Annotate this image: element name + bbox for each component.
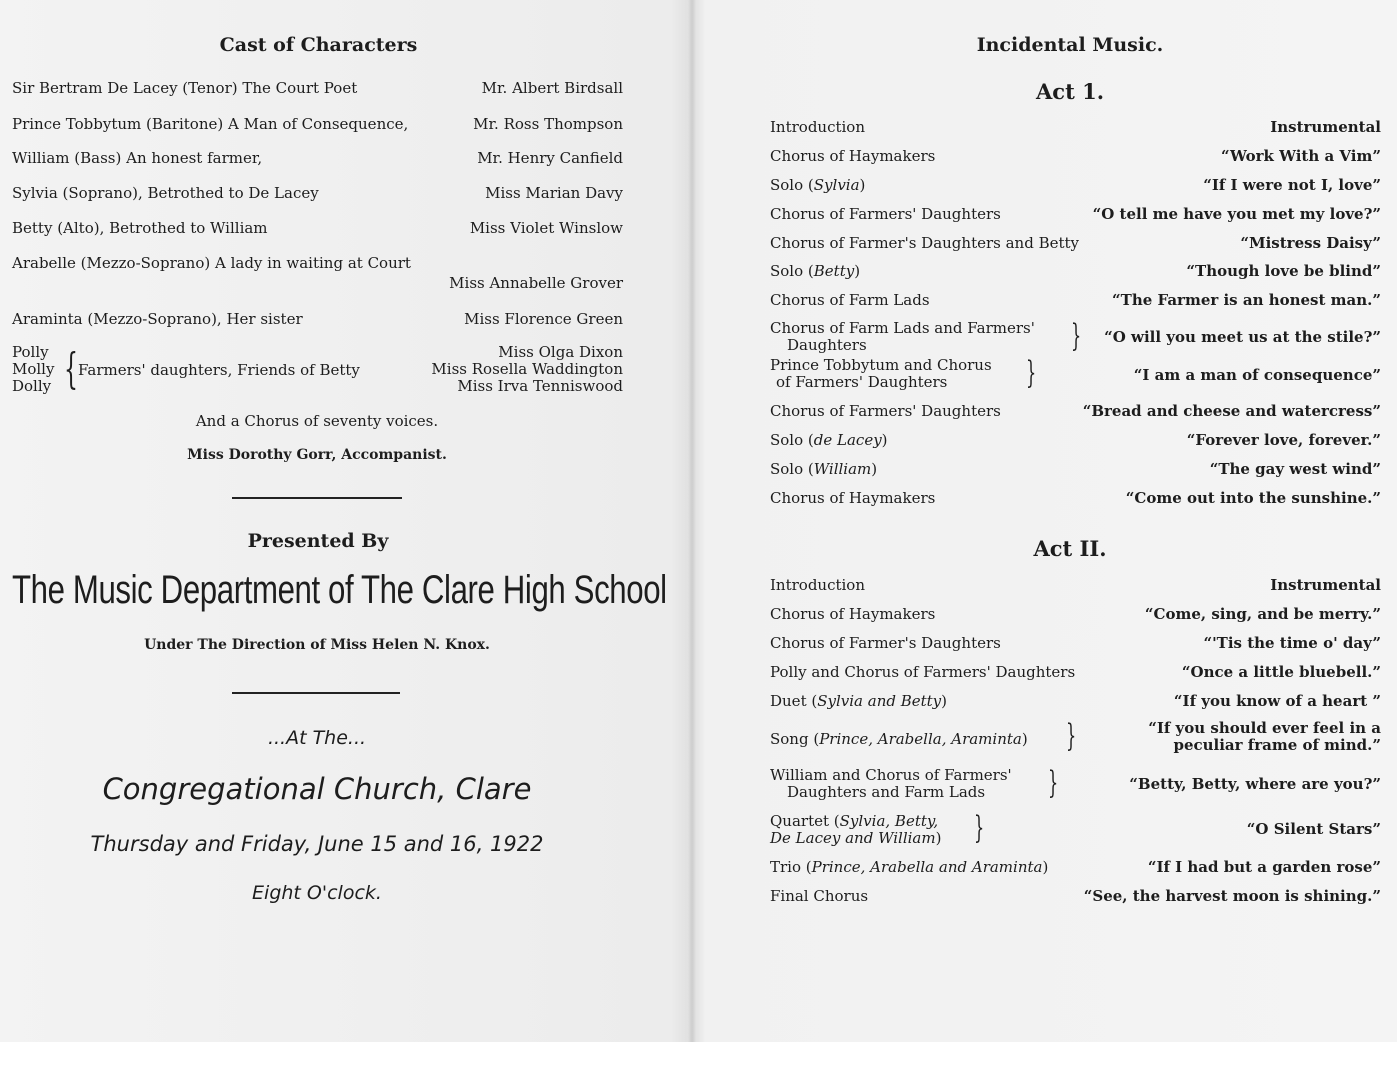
direction: Under The Direction of Miss Helen N. Knox.	[144, 637, 490, 653]
music-item: Introduction	[770, 118, 865, 136]
presented-by: Presented By	[247, 530, 389, 552]
music-item: Trio (Prince, Arabella and Araminta)	[770, 858, 1049, 876]
music-title: “O will you meet us at the stile?”	[1104, 328, 1381, 346]
music-title: “Forever love, forever.”	[1186, 431, 1381, 449]
music-title: “Come, sing, and be merry.”	[1144, 605, 1381, 623]
music-title: “Mistress Daisy”	[1240, 234, 1381, 252]
music-title: “The gay west wind”	[1209, 460, 1381, 478]
group-names	[12, 344, 54, 395]
music-title: “O Silent Stars”	[1246, 820, 1381, 838]
music-item: Solo (Sylvia)	[770, 176, 866, 194]
accompanist: Miss Dorothy Gorr, Accompanist.	[187, 447, 447, 463]
scan-margin	[0, 1042, 1397, 1070]
brace-icon: }	[1026, 354, 1037, 391]
music-item: Introduction	[770, 576, 865, 594]
music-title: Instrumental	[1270, 576, 1381, 594]
music-title: “See, the harvest moon is shining.”	[1083, 887, 1381, 905]
brace-icon: }	[1048, 764, 1059, 801]
page-fold	[688, 0, 696, 1042]
music-title: “Bread and cheese and watercress”	[1082, 402, 1381, 420]
music-title: “Once a little bluebell.”	[1181, 663, 1381, 681]
cast-actor: Miss Annabelle Grover	[449, 274, 623, 292]
chorus-line: And a Chorus of seventy voices.	[195, 412, 439, 430]
group-actor: Miss Rosella Waddington	[431, 360, 623, 378]
music-item: Chorus of Farmers' Daughters	[770, 205, 1001, 223]
music-title: “If I had but a garden rose”	[1147, 858, 1381, 876]
music-title: Instrumental	[1270, 118, 1381, 136]
music-title: “The Farmer is an honest man.”	[1112, 291, 1381, 309]
at-the: ...At The...	[267, 727, 367, 749]
venue: Congregational Church, Clare	[102, 772, 532, 806]
music-title: “Though love be blind”	[1186, 262, 1381, 280]
brace-icon: }	[1066, 717, 1077, 754]
music-title: “Betty, Betty, where are you?”	[1129, 775, 1381, 793]
music-item: Chorus of Haymakers	[770, 147, 936, 165]
music-title: “If you know of a heart ”	[1173, 692, 1381, 710]
music-item: Polly and Chorus of Farmers' Daughters	[770, 663, 1076, 681]
music-item: Quartet (Sylvia, Betty, De Lacey and William)	[770, 812, 942, 847]
music-title: “'Tis the time o' day”	[1203, 634, 1381, 652]
music-item: Song (Prince, Arabella, Araminta)	[770, 730, 1028, 748]
presenter: The Music Department of The Clare High School	[12, 568, 667, 612]
cast-role: William (Bass) An honest farmer,	[12, 149, 263, 167]
music-title: “Work With a Vim”	[1220, 147, 1381, 165]
music-title: “If you should ever feel in a peculiar frame of mind.”	[1148, 719, 1381, 754]
act2-heading: Act II.	[1033, 536, 1107, 561]
cast-heading: Cast of Characters	[219, 34, 418, 56]
music-item: Final Chorus	[770, 887, 869, 905]
group-actor: Miss Olga Dixon	[498, 343, 623, 361]
music-title: “I am a man of consequence”	[1133, 366, 1381, 384]
group-description: Farmers' daughters, Friends of Betty	[78, 361, 360, 379]
cast-role: Betty (Alto), Betrothed to William	[12, 219, 268, 237]
act1-heading: Act 1.	[1035, 79, 1104, 104]
music-item: Solo (Betty)	[770, 262, 861, 280]
dates: Thursday and Friday, June 15 and 16, 1922	[90, 832, 544, 856]
cast-actor: Miss Violet Winslow	[469, 219, 623, 237]
music-item: Chorus of Farmer's Daughters and Betty	[770, 234, 1080, 252]
cast-role: Arabelle (Mezzo-Soprano) A lady in waiting at Court	[12, 254, 411, 272]
music-item: Prince Tobbytum and Chorus of Farmers' Daughters	[770, 356, 992, 391]
group-actor: Miss Irva Tenniswood	[457, 377, 623, 395]
music-item: Chorus of Haymakers	[770, 489, 936, 507]
cast-role: Sir Bertram De Lacey (Tenor) The Court Poet	[12, 79, 358, 97]
cast-actor: Miss Marian Davy	[485, 184, 623, 202]
brace-icon: {	[64, 346, 78, 395]
music-title: “If I were not I, love”	[1203, 176, 1381, 194]
music-title: “Come out into the sunshine.”	[1125, 489, 1381, 507]
music-item: Chorus of Farm Lads	[770, 291, 930, 309]
cast-actor: Mr. Albert Birdsall	[481, 79, 623, 97]
group-name: Molly	[12, 360, 55, 378]
cast-role: Sylvia (Soprano), Betrothed to De Lacey	[12, 184, 319, 202]
group-actors	[431, 344, 623, 395]
music-item: Chorus of Farmer's Daughters	[770, 634, 1001, 652]
group-name: Polly	[12, 343, 49, 361]
music-title: “O tell me have you met my love?”	[1092, 205, 1381, 223]
divider	[232, 692, 400, 694]
time: Eight O'clock.	[252, 882, 382, 904]
brace-icon: }	[1071, 317, 1082, 354]
cast-actor: Miss Florence Green	[464, 310, 623, 328]
cast-role: Araminta (Mezzo-Soprano), Her sister	[12, 310, 303, 328]
music-item: William and Chorus of Farmers' Daughters and Farm Lads	[770, 766, 1012, 801]
cast-role: Prince Tobbytum (Baritone) A Man of Consequence,	[12, 115, 409, 133]
brace-icon: }	[974, 809, 985, 846]
music-item: Duet (Sylvia and Betty)	[770, 692, 948, 710]
music-item: Chorus of Haymakers	[770, 605, 936, 623]
music-item: Solo (William)	[770, 460, 878, 478]
cast-actor: Mr. Ross Thompson	[473, 115, 623, 133]
music-item: Solo (de Lacey)	[770, 431, 888, 449]
divider	[232, 497, 402, 499]
incidental-heading: Incidental Music.	[976, 34, 1164, 56]
music-item: Chorus of Farmers' Daughters	[770, 402, 1001, 420]
music-item: Chorus of Farm Lads and Farmers' Daughters	[770, 319, 1035, 354]
cast-actor: Mr. Henry Canfield	[477, 149, 623, 167]
group-name: Dolly	[12, 377, 52, 395]
